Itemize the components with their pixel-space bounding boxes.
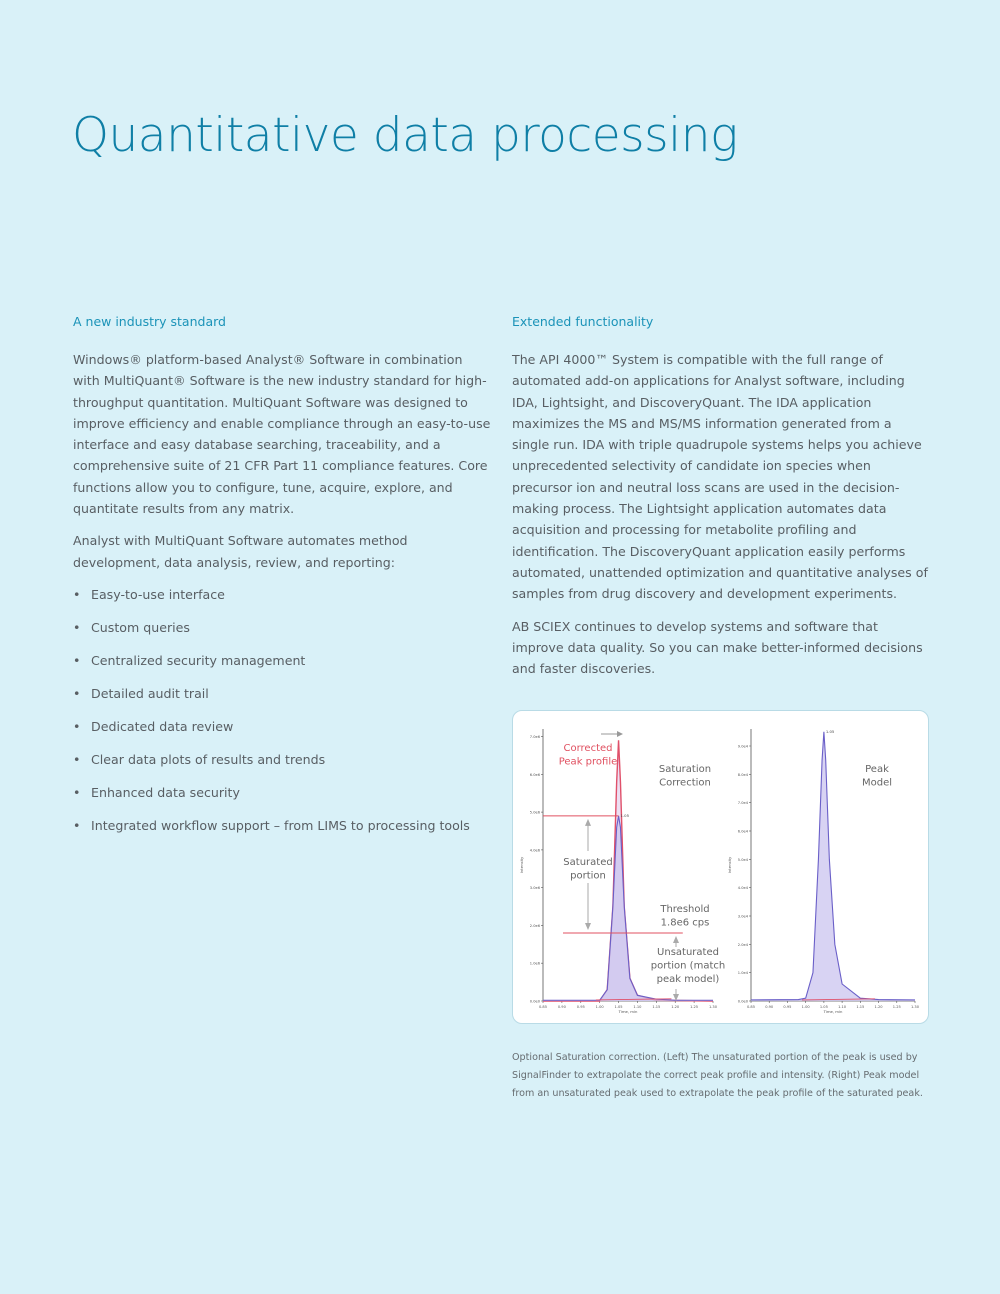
arrow-head-icon [585,923,591,930]
bullet-icon: • [73,718,81,734]
bullet-icon: • [73,652,81,668]
x-tick-label: 0.95 [783,1005,792,1009]
automation-paragraph: Analyst with MultiQuant Software automates method development, data analysis, review, and reporting: [73,533,408,570]
corrected-peak-annotation: Corrected [563,743,613,754]
list-item-text: Custom queries [91,619,190,635]
list-item-text: Clear data plots of results and trends [91,751,326,767]
saturation-figure [512,710,929,1024]
saturated-portion-annotation: Saturated [563,857,613,868]
y-tick-label: 1.0e6 [529,961,540,966]
list-item [73,716,493,737]
list-item-text: Detailed audit trail [91,685,209,701]
peak-model-annotation: Peak [865,764,889,775]
left-column [73,313,493,848]
y-tick-label: 6.0e4 [737,829,748,834]
x-tick-label: 1.25 [690,1005,699,1009]
x-tick-label: 1.30 [708,1005,718,1009]
section-heading-industry-standard: A new industry standard [73,314,226,329]
list-item [73,650,493,671]
y-tick-label: 5.0e4 [737,857,748,862]
list-item [73,782,493,803]
api4000-paragraph: The API 4000™ System is compatible with the full range of automated add-on applications for Analyst software, including IDA, Lightsight, and DiscoveryQuant. The IDA application maximizes the MS and MS/MS information generated from a single run. IDA with triple quadrupole systems helps you achieve unprecedented selectivity of candidate ion species when precursor ion and neutral loss scans are used in the decision-making process. The Lightsight application automates data acquisition and processing for metabolite profiling and identification. The DiscoveryQuant application easily performs automated, unattended optimization and quantitative analyses of samples from drug discovery and development experiments. [512,352,928,602]
list-item-text: Integrated workflow support – from LIMS to processing tools [91,817,470,833]
y-tick-label: 4.0e4 [737,886,748,891]
x-tick-label: 1.00 [595,1005,604,1009]
bullet-icon: • [73,619,81,635]
y-tick-label: 9.0e4 [737,744,748,749]
y-axis-label: Intensity [727,856,732,874]
x-axis-label: Time, min [823,1009,843,1014]
figure-charts [513,711,928,1023]
y-tick-label: 4.0e6 [529,848,540,853]
list-item [73,584,493,605]
x-tick-label: 1.20 [671,1005,680,1009]
absciex-paragraph: AB SCIEX continues to develop systems and software that improve data quality. So you can make better-informed decisions and faster discoveries. [512,618,923,677]
y-tick-label: 6.0e6 [529,772,540,777]
bullet-icon: • [73,586,81,602]
x-tick-label: 0.85 [746,1005,756,1009]
list-item [73,617,493,638]
y-tick-label: 3.0e4 [737,914,748,919]
x-tick-label: 0.85 [538,1005,548,1009]
intro-paragraph: Windows® platform-based Analyst® Software in combination with MultiQuant® Software is the new industry standard for high-throughput quantitation. MultiQuant Software was designed to improve efficiency and enable compliance through an easy-to-use interface and easy database searching, traceability, and a comprehensive suite of 21 CFR Part 11 compliance features. Core functions allow you to configure, tune, acquire, explore, and quantitate results from any matrix. [73,352,491,517]
arrow-head-icon [673,936,679,943]
unsaturated-portion-annotation: Unsaturated [657,947,719,958]
list-item [73,749,493,770]
y-tick-label: 0.0e0 [737,999,748,1004]
section-heading-extended-functionality: Extended functionality [512,314,654,329]
list-item-text: Centralized security management [91,652,306,668]
list-item [73,683,493,704]
x-axis-label: Time, min [618,1009,638,1014]
y-axis-label: Intensity [519,856,524,874]
corrected-peak-annotation: Peak profile [558,756,618,768]
list-item [73,815,493,836]
x-tick-label: 1.15 [856,1005,865,1009]
x-tick-label: 0.95 [576,1005,585,1009]
peak-label: 1.05 [620,812,630,818]
saturation-correction-annotation: Correction [659,777,711,789]
x-tick-label: 1.10 [633,1005,642,1009]
y-tick-label: 3.0e6 [529,886,540,891]
x-tick-label: 1.25 [892,1005,901,1009]
x-tick-label: 0.90 [557,1005,566,1009]
arrow-head-icon [585,819,591,826]
x-tick-label: 0.90 [765,1005,774,1009]
x-tick-label: 1.10 [838,1005,847,1009]
x-tick-label: 1.20 [874,1005,883,1009]
unsaturated-portion-annotation: portion (match [650,960,726,972]
peak-model-annotation: Model [861,777,893,789]
arrow-head-icon [617,731,623,737]
x-tick-label: 1.15 [652,1005,661,1009]
y-tick-label: 0.0e0 [529,999,540,1004]
saturated-portion-annotation: portion [570,870,606,882]
x-tick-label: 1.00 [801,1005,810,1009]
y-tick-label: 1.0e4 [737,971,748,976]
list-item-text: Enhanced data security [91,784,240,800]
unsaturated-portion-annotation: peak model) [656,974,720,985]
list-item-text: Dedicated data review [91,718,234,734]
saturation-correction-annotation: Saturation [658,764,712,775]
x-tick-label: 1.05 [819,1005,828,1009]
y-tick-label: 5.0e6 [529,810,540,815]
y-tick-label: 8.0e4 [737,772,748,777]
x-tick-label: 1.05 [614,1005,623,1009]
bullet-icon: • [73,751,81,767]
figure-caption: Optional Saturation correction. (Left) The unsaturated portion of the peak is used by SignalFinder to extrapolate the correct peak profile and intensity. (Right) Peak model from an unsaturated peak used to extrapolate the peak profile of the saturated peak. [512,1052,923,1099]
list-item-text: Easy-to-use interface [91,586,225,602]
threshold-annotation: Threshold [660,904,710,915]
bullet-icon: • [73,784,81,800]
y-tick-label: 2.0e6 [529,923,540,928]
y-tick-label: 7.0e4 [737,801,748,806]
y-tick-label: 2.0e4 [737,942,748,947]
y-tick-label: 7.0e6 [529,735,540,740]
x-tick-label: 1.30 [910,1005,920,1009]
peak-label: 1.05 [825,728,835,734]
page-title: Quantitative data processing [72,108,738,163]
bullet-icon: • [73,817,81,833]
series-area [751,732,915,1001]
right-column [512,313,932,690]
threshold-annotation: 1.8e6 cps [660,917,710,929]
bullet-icon: • [73,685,81,701]
feature-list [73,584,493,836]
